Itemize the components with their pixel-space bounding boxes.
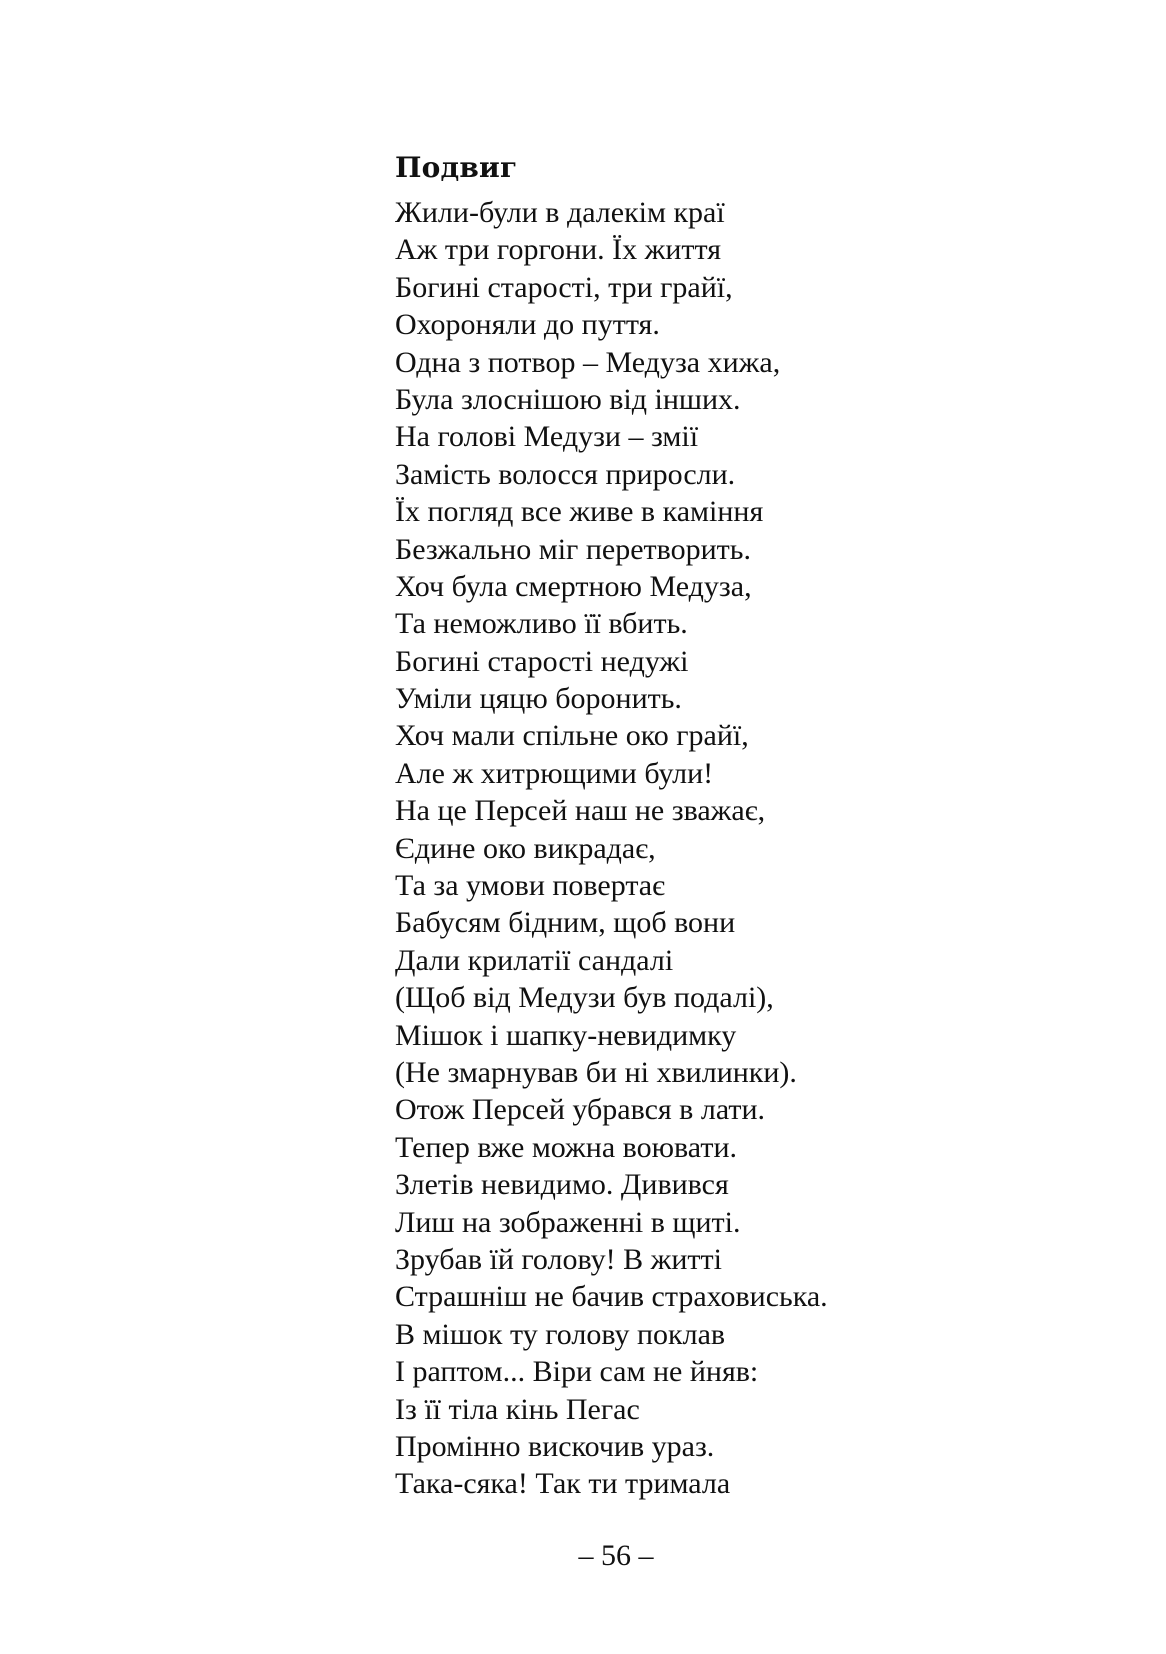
poem-line: В мішок ту голову поклав bbox=[395, 1317, 726, 1351]
poem-line: Єдине око викрадає, bbox=[395, 831, 656, 865]
poem-line: На це Персей наш не зважає, bbox=[395, 794, 766, 828]
poem-lines bbox=[395, 194, 1115, 1503]
poem-line: Богині старості, три грайї, bbox=[395, 270, 733, 304]
poem-line: Злетів невидимо. Дивився bbox=[395, 1168, 729, 1202]
poem-line: Але ж хитрющими були! bbox=[395, 756, 714, 790]
poem-line: Бабусям бідним, щоб вони bbox=[395, 906, 736, 940]
poem-line: Хоч мали спільне око грайї, bbox=[395, 719, 749, 753]
poem-line: Лиш на зображенні в щиті. bbox=[395, 1205, 741, 1239]
poem-line: Тепер вже можна воювати. bbox=[395, 1130, 737, 1164]
poem-line: Одна з потвор – Медуза хижа, bbox=[395, 345, 781, 379]
poem-line: Була злоснішою від інших. bbox=[395, 382, 741, 416]
poem-line: Безжально міг перетворить. bbox=[395, 532, 751, 566]
poem-line: Їх погляд все живе в каміння bbox=[395, 495, 764, 529]
poem-line: Хоч була смертною Медуза, bbox=[395, 569, 752, 603]
poem-line: Богині старості недужі bbox=[395, 644, 689, 678]
poem-line: Та неможливо її вбить. bbox=[395, 607, 688, 641]
poem-line: Із її тіла кінь Пегас bbox=[395, 1392, 640, 1426]
poem-line: Дали крилатії сандалі bbox=[395, 943, 674, 977]
poem-line: Аж три горгони. Їх життя bbox=[395, 233, 722, 267]
poem-line: На голові Медузи – змії bbox=[395, 420, 699, 454]
poem-line: Промінно вискочив ураз. bbox=[395, 1429, 715, 1463]
poem-line: Охороняли до пуття. bbox=[395, 308, 660, 342]
poem-line: Зрубав їй голову! В житті bbox=[395, 1242, 722, 1276]
poem-line: Та за умови повертає bbox=[395, 869, 665, 903]
poem-line: Замість волосся приросли. bbox=[395, 457, 736, 491]
poem-line: Уміли цяцю боронить. bbox=[395, 682, 682, 716]
page-number: – 56 – bbox=[578, 1539, 654, 1572]
poem-line: Отож Персей убрався в лати. bbox=[395, 1093, 766, 1127]
poem-line: Жили-були в далекім краї bbox=[395, 196, 725, 229]
poem-line: І раптом... Віри сам не йняв: bbox=[395, 1355, 759, 1389]
poem-line: Мішок і шапку-невидимку bbox=[395, 1018, 737, 1052]
poem-line: (Щоб від Медузи був подалі), bbox=[395, 981, 774, 1015]
poem bbox=[395, 148, 1115, 1503]
poem-title: Подвиг bbox=[395, 151, 518, 184]
poem-line: Страшніш не бачив страховиська. bbox=[395, 1280, 828, 1314]
poem-line: Така-сяка! Так ти тримала bbox=[395, 1467, 731, 1501]
poem-line: (Не змарнував би ні хвилинки). bbox=[395, 1055, 797, 1089]
